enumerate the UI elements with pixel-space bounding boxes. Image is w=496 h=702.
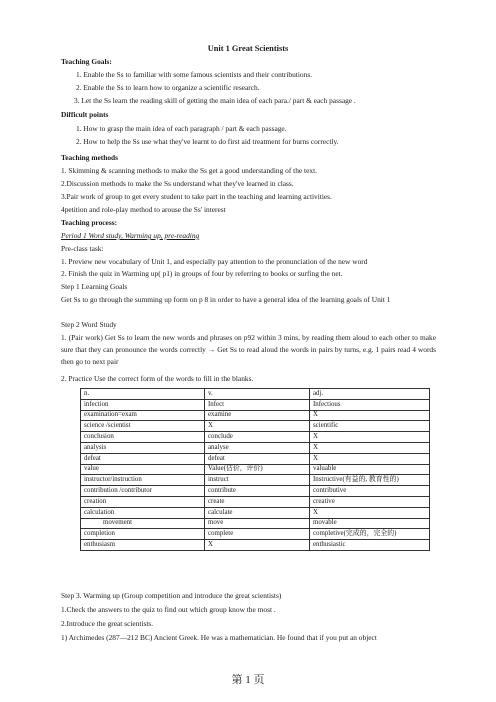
preclass-item: 1. Preview new vocabulary of Unit 1, and especially pay attention to the pronunciation of the new word [61, 257, 368, 266]
teaching-goals-heading: Teaching Goals: [61, 57, 112, 66]
step1-heading: Step 1 Learning Goals [61, 282, 128, 291]
verb-cell: move [205, 518, 310, 529]
verb-cell: examine [205, 410, 310, 421]
adjective-cell: movable [310, 518, 430, 529]
table-row [81, 496, 430, 507]
adjective-cell: X [310, 410, 430, 421]
table-row [81, 432, 430, 443]
noun-cell: movement [81, 518, 205, 529]
adjective-cell: valuable [310, 464, 430, 475]
adjective-cell: X [310, 442, 430, 453]
adjective-cell: creative [310, 496, 430, 507]
noun-cell: conclusion [81, 432, 205, 443]
header-verb: v. [205, 389, 310, 400]
step2-text: 1. (Pair work) Get Ss to learn the new words and phrases on p92 within 3 mins, by reading them aloud to each other to make sure that they can pronounce the words correctly → Get Ss to read aloud the words in pairs by turns, e.g. 1 pairs read 4 words then go to next pair [61, 333, 436, 366]
verb-cell: X [205, 421, 310, 432]
difficult-point-item: 2. How to help the Ss use what they've learnt to do first aid treatment for burns correctly. [76, 137, 339, 146]
step3-item: 1.Check the answers to the quiz to find out which group know the most . [61, 605, 276, 614]
verb-cell: calculate [205, 507, 310, 518]
verb-cell: instruct [205, 475, 310, 486]
table-row [81, 399, 430, 410]
difficult-point-item: 1. How to grasp the main idea of each paragraph / part & each passage. [76, 124, 287, 133]
table-row [81, 540, 430, 551]
preclass-label: Pre-class task: [61, 244, 104, 253]
step3-item: 2.Introduce the great scientists. [61, 619, 154, 628]
goal-item: 1. Enable the Ss to familiar with some famous scientists and their contributions. [76, 70, 313, 79]
table-row [81, 475, 430, 486]
verb-cell: conclude [205, 432, 310, 443]
header-adjective: adj. [310, 389, 430, 400]
noun-cell: instructor/instruction [81, 475, 205, 486]
verb-cell: defeat [205, 453, 310, 464]
table-row [81, 518, 430, 529]
verb-cell: complete [205, 529, 310, 540]
table-row [81, 486, 430, 497]
page-number-footer: 第 1 页 [231, 674, 265, 686]
adjective-cell: contributive [310, 486, 430, 497]
noun-cell: contribution /contributor [81, 486, 205, 497]
verb-cell: Value(估价，评价) [205, 464, 310, 475]
noun-cell: value [81, 464, 205, 475]
document-title: Unit 1 Great Scientists [207, 44, 289, 53]
adjective-cell: enthusiastic [310, 540, 430, 551]
goal-item: 3. Let the Ss learn the reading skill of getting the main idea of each para./ part & each passage . [74, 96, 356, 105]
step3-heading: Step 3. Warming up (Group competition and introduce the great scientists) [61, 591, 282, 600]
adjective-cell: scientific [310, 421, 430, 432]
verb-cell: X [205, 540, 310, 551]
noun-cell: science /scientist [81, 421, 205, 432]
adjective-cell: Instructive(有益的, 教育性的) [310, 475, 430, 486]
difficult-points-heading: Difficult points [61, 110, 109, 119]
step2-heading: Step 2 Word Study [61, 320, 117, 329]
table-row [81, 442, 430, 453]
table-row [81, 410, 430, 421]
noun-cell: analysis [81, 442, 205, 453]
method-item: 1. Skimming & scanning methods to make the Ss get a good understanding of the text. [61, 166, 317, 175]
teaching-methods-heading: Teaching methods [61, 153, 119, 162]
adjective-cell: X [310, 507, 430, 518]
table-row [81, 529, 430, 540]
method-item: 3.Pair work of group to get every student to take part in the teaching and learning activities. [61, 192, 332, 201]
adjective-cell: completive(完成的，完全的) [310, 529, 430, 540]
step1-text: Get Ss to go through the summing up form on p 8 in order to have a general idea of the learning goals of Unit 1 [61, 295, 391, 304]
adjective-cell: Infectious [310, 399, 430, 410]
step3-item: 1) Archimedes (287—212 BC) Ancient Greek. He was a mathematician. He found that if you put an object [61, 633, 377, 642]
table-row [81, 464, 430, 475]
noun-cell: defeat [81, 453, 205, 464]
word-forms-table [80, 388, 430, 551]
noun-cell: examination=exam [81, 410, 205, 421]
header-noun: n. [81, 389, 205, 400]
noun-cell: infection [81, 399, 205, 410]
verb-cell: analyse [205, 442, 310, 453]
table-row [81, 421, 430, 432]
goal-item: 2. Enable the Ss to learn how to organize a scientific research. [76, 83, 260, 92]
preclass-item: 2. Finish the quiz in Warming up( p1) in groups of four by referring to books or surfing the net. [61, 269, 343, 278]
method-item: 4petition and role-play method to arouse the Ss' interest [61, 205, 226, 214]
practice-instruction: 2. Practice Use the correct form of the words to fill in the blanks. [61, 374, 254, 383]
teaching-process-heading: Teaching process: [61, 218, 118, 227]
verb-cell: contribute [205, 486, 310, 497]
table-row [81, 507, 430, 518]
verb-cell: create [205, 496, 310, 507]
noun-cell: enthusiasm [81, 540, 205, 551]
noun-cell: creation [81, 496, 205, 507]
verb-cell: Infect [205, 399, 310, 410]
noun-cell: calculation [81, 507, 205, 518]
noun-cell: completion [81, 529, 205, 540]
period-heading: Period 1 Word study, Warming up, pre-reading [61, 231, 200, 240]
method-item: 2.Discussion methods to make the Ss understand what they've learned in class. [61, 179, 294, 188]
table-header-row [81, 389, 430, 400]
adjective-cell: X [310, 453, 430, 464]
table-row [81, 453, 430, 464]
adjective-cell: X [310, 432, 430, 443]
